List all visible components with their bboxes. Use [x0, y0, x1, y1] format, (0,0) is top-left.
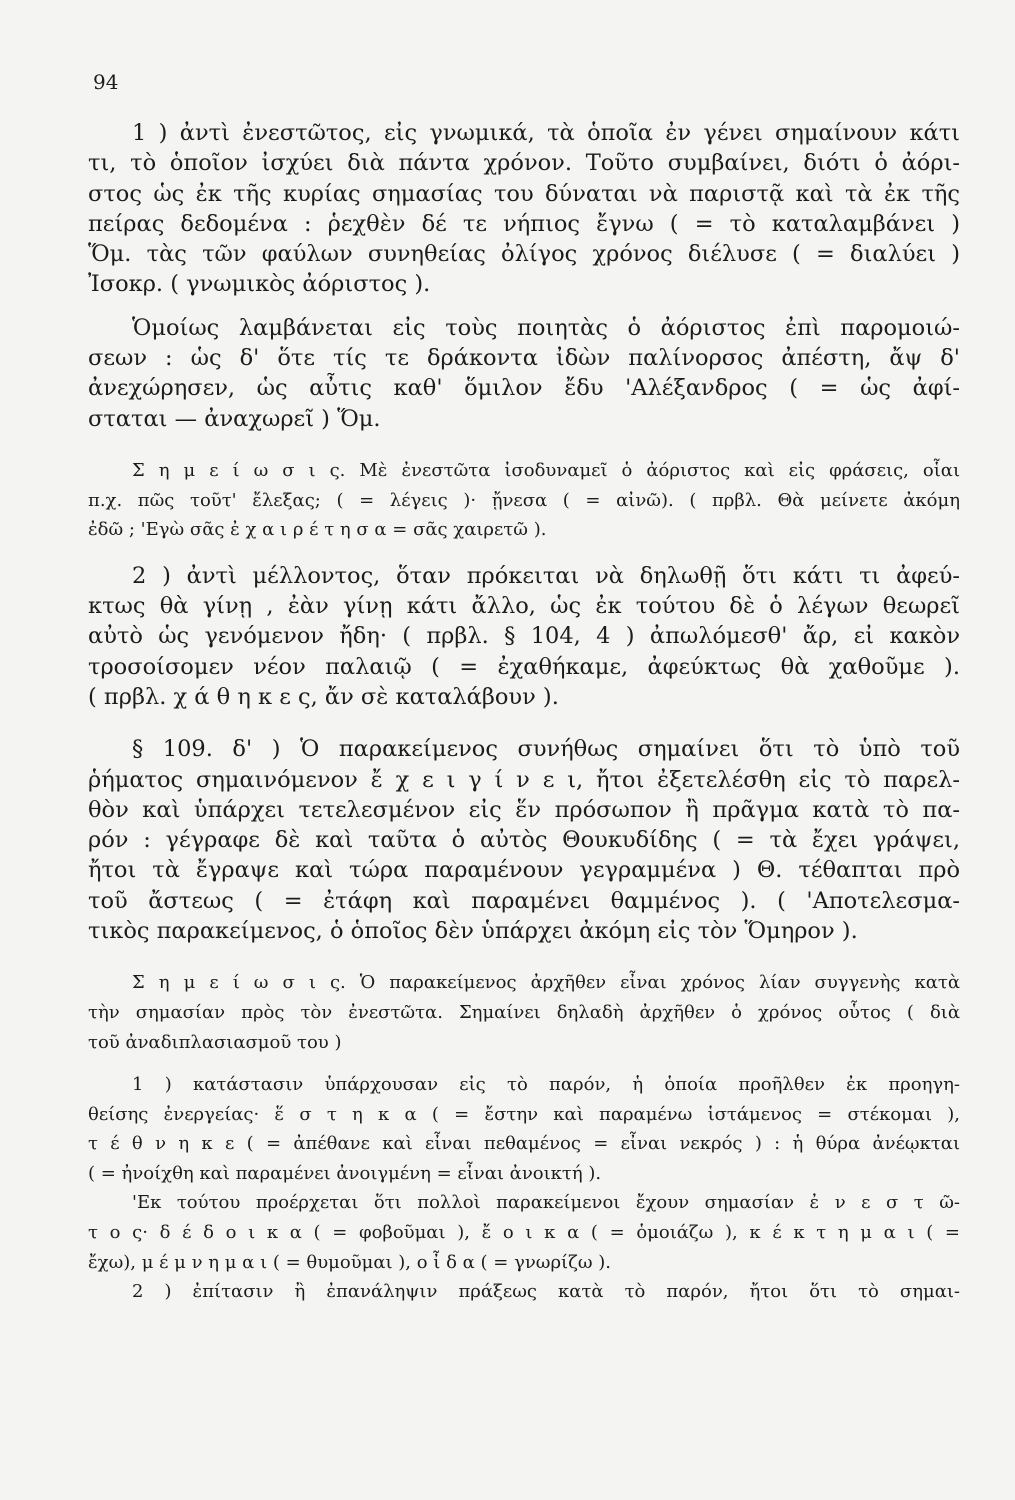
note-line: τ ο ς· δ έ δ ο ι κ α ( = φοβοῦμαι ), ἔ ο ι κ α ( = ὁμοιάζω ), κ έ κ τ η μ α ι ( =: [88, 1222, 960, 1244]
text-line: ἤτοι τὰ ἔγραψε καὶ τώρα παραμένουν γεγραμμένα ) Θ. τέθαπται πρὸ: [88, 857, 960, 884]
text-line: τροσοίσομεν νέον παλαιῷ ( = ἐχαθήκαμε, ἀφεύκτως θὰ χαθοῦμε ).: [88, 653, 960, 680]
text-line: πείρας δεδομένα : ῥεχθὲν δέ τε νήπιος ἔγνω ( = τὸ καταλαμβάνει ): [88, 210, 960, 237]
text-line: τοῦ ἄστεως ( = ἐτάφη καὶ παραμένει θαμμένος ). ( 'Αποτελεσμα-: [88, 887, 960, 914]
note-line: Σ η μ ε ί ω σ ι ς. Μὲ ἐνεστῶτα ἰσοδυναμεῖ ὁ ἀόριστος καὶ εἰς φράσεις, οἷαι: [132, 459, 960, 481]
note-2: [88, 968, 960, 1057]
text-line: αὐτὸ ὡς γενόμενον ἤδη· ( πρβλ. § 104, 4 ) ἀπωλόμεσθ' ἄρ, εἰ κακὸν: [88, 623, 960, 650]
section-109: [88, 734, 960, 946]
text-line: ῥήματος σημαινόμενον ἔ χ ε ι γ ί ν ε ι, ἤτοι ἐξετελέσθη εἰς τὸ παρελ-: [88, 766, 960, 793]
note-line: 1 ) κατάστασιν ὑπάρχουσαν εἰς τὸ παρόν, ἡ ὁποία προῆλθεν ἐκ προηγη-: [132, 1074, 960, 1096]
text-line: § 109. δ' ) Ὁ παρακείμενος συνήθως σημαίνει ὅτι τὸ ὑπὸ τοῦ: [132, 736, 960, 763]
page-number: 94: [93, 70, 119, 94]
paragraph-similes: [88, 313, 960, 434]
text-line: ρόν : γέγραφε δὲ καὶ ταῦτα ὁ αὐτὸς Θουκυδίδης ( = τὰ ἔχει γράψει,: [88, 827, 960, 854]
paragraph-gnomic-aorist: [88, 118, 960, 300]
note-1: [88, 456, 960, 545]
text-line: Ὅμ. τὰς τῶν φαύλων συνηθείας ὀλίγος χρόνος διέλυσε ( = διαλύει ): [88, 241, 960, 268]
note-line: 'Εκ τούτου προέρχεται ὅτι πολλοὶ παρακείμενοι ἔχουν σημασίαν ἐ ν ε σ τ ῶ-: [132, 1192, 960, 1214]
note-line: π.χ. πῶς τοῦτ' ἔλεξας; ( = λέγεις )· ᾔνεσα ( = αἰνῶ). ( πρβλ. Θὰ μείνετε ἀκόμη: [88, 489, 960, 511]
note-line: ἐδῶ ; 'Εγὼ σᾶς ἐ χ α ι ρ έ τ η σ α = σᾶς χαιρετῶ ).: [88, 519, 547, 541]
text-line: ἀνεχώρησεν, ὡς αὖτις καθ' ὅμιλον ἔδυ 'Αλέξανδρος ( = ὡς ἀφί-: [88, 375, 960, 402]
note-line: θείσης ἐνεργείας· ἕ σ τ η κ α ( = ἔστην καὶ παραμένω ἱστάμενος = στέκομαι ),: [88, 1103, 960, 1125]
note-line: Σ η μ ε ί ω σ ι ς. Ὁ παρακείμενος ἀρχῆθεν εἶναι χρόνος λίαν συγγενὴς κατὰ: [132, 972, 960, 994]
text-line: Ἰσοκρ. ( γνωμικὸς ἀόριστος ).: [88, 271, 431, 298]
paragraph-future: [88, 561, 960, 712]
text-line: σταται — ἀναχωρεῖ ) Ὅμ.: [88, 405, 381, 432]
text-line: στος ὡς ἐκ τῆς κυρίας σημασίας του δύναται νὰ παριστᾷ καὶ τὰ ἐκ τῆς: [88, 180, 960, 207]
text-line: τι, τὸ ὁποῖον ἰσχύει διὰ πάντα χρόνον. Τοῦτο συμβαίνει, διότι ὁ ἀόρι-: [88, 150, 960, 177]
note-2-continued: [88, 1070, 960, 1307]
text-line: ( πρβλ. χ ά θ η κ ε ς, ἄν σὲ καταλάβουν ).: [88, 683, 559, 710]
text-line: Ὁμοίως λαμβάνεται εἰς τοὺς ποιητὰς ὁ ἀόριστος ἐπὶ παρομοιώ-: [132, 314, 960, 341]
note-line: ἔχω), μ έ μ ν η μ α ι ( = θυμοῦμαι ), ο ἶ δ α ( = γνωρίζω ).: [88, 1251, 611, 1273]
note-line: ( = ἠνοίχθη καὶ παραμένει ἀνοιγμένη = εἶναι ἀνοικτή ).: [88, 1162, 602, 1184]
note-line: τοῦ ἀναδιπλασιασμοῦ του ): [88, 1031, 342, 1053]
text-line: 1 ) ἀντὶ ἐνεστῶτος, εἰς γνωμικά, τὰ ὁποῖα ἐν γένει σημαίνουν κάτι: [132, 120, 960, 146]
text-line: σεων : ὡς δ' ὅτε τίς τε δράκοντα ἰδὼν παλίνορσος ἀπέστη, ἄψ δ': [88, 345, 960, 372]
note-line: τὴν σημασίαν πρὸς τὸν ἐνεστῶτα. Σημαίνει δηλαδὴ ἀρχῆθεν ὁ χρόνος οὗτος ( διὰ: [88, 1001, 960, 1023]
text-line: τικὸς παρακείμενος, ὁ ὁποῖος δὲν ὑπάρχει ἀκόμη εἰς τὸν Ὅμηρον ).: [88, 918, 858, 945]
note-line: 2 ) ἐπίτασιν ἢ ἐπανάληψιν πράξεως κατὰ τὸ παρόν, ἤτοι ὅτι τὸ σημαι-: [132, 1281, 960, 1303]
note-line: τ έ θ ν η κ ε ( = ἀπέθανε καὶ εἶναι πεθαμένος = εἶναι νεκρός ) : ἡ θύρα ἀνέῳκται: [88, 1133, 960, 1155]
text-line: 2 ) ἀντὶ μέλλοντος, ὅταν πρόκειται νὰ δηλωθῇ ὅτι κάτι τι ἀφεύ-: [132, 562, 960, 589]
text-line: θὸν καὶ ὑπάρχει τετελεσμένον εἰς ἕν πρόσωπον ἢ πρᾶγμα κατὰ τὸ πα-: [88, 796, 960, 823]
text-line: κτως θὰ γίνῃ , ἐὰν γίνῃ κάτι ἄλλο, ὡς ἐκ τούτου δὲ ὁ λέγων θεωρεῖ: [88, 593, 960, 620]
page-body: [88, 118, 960, 1307]
